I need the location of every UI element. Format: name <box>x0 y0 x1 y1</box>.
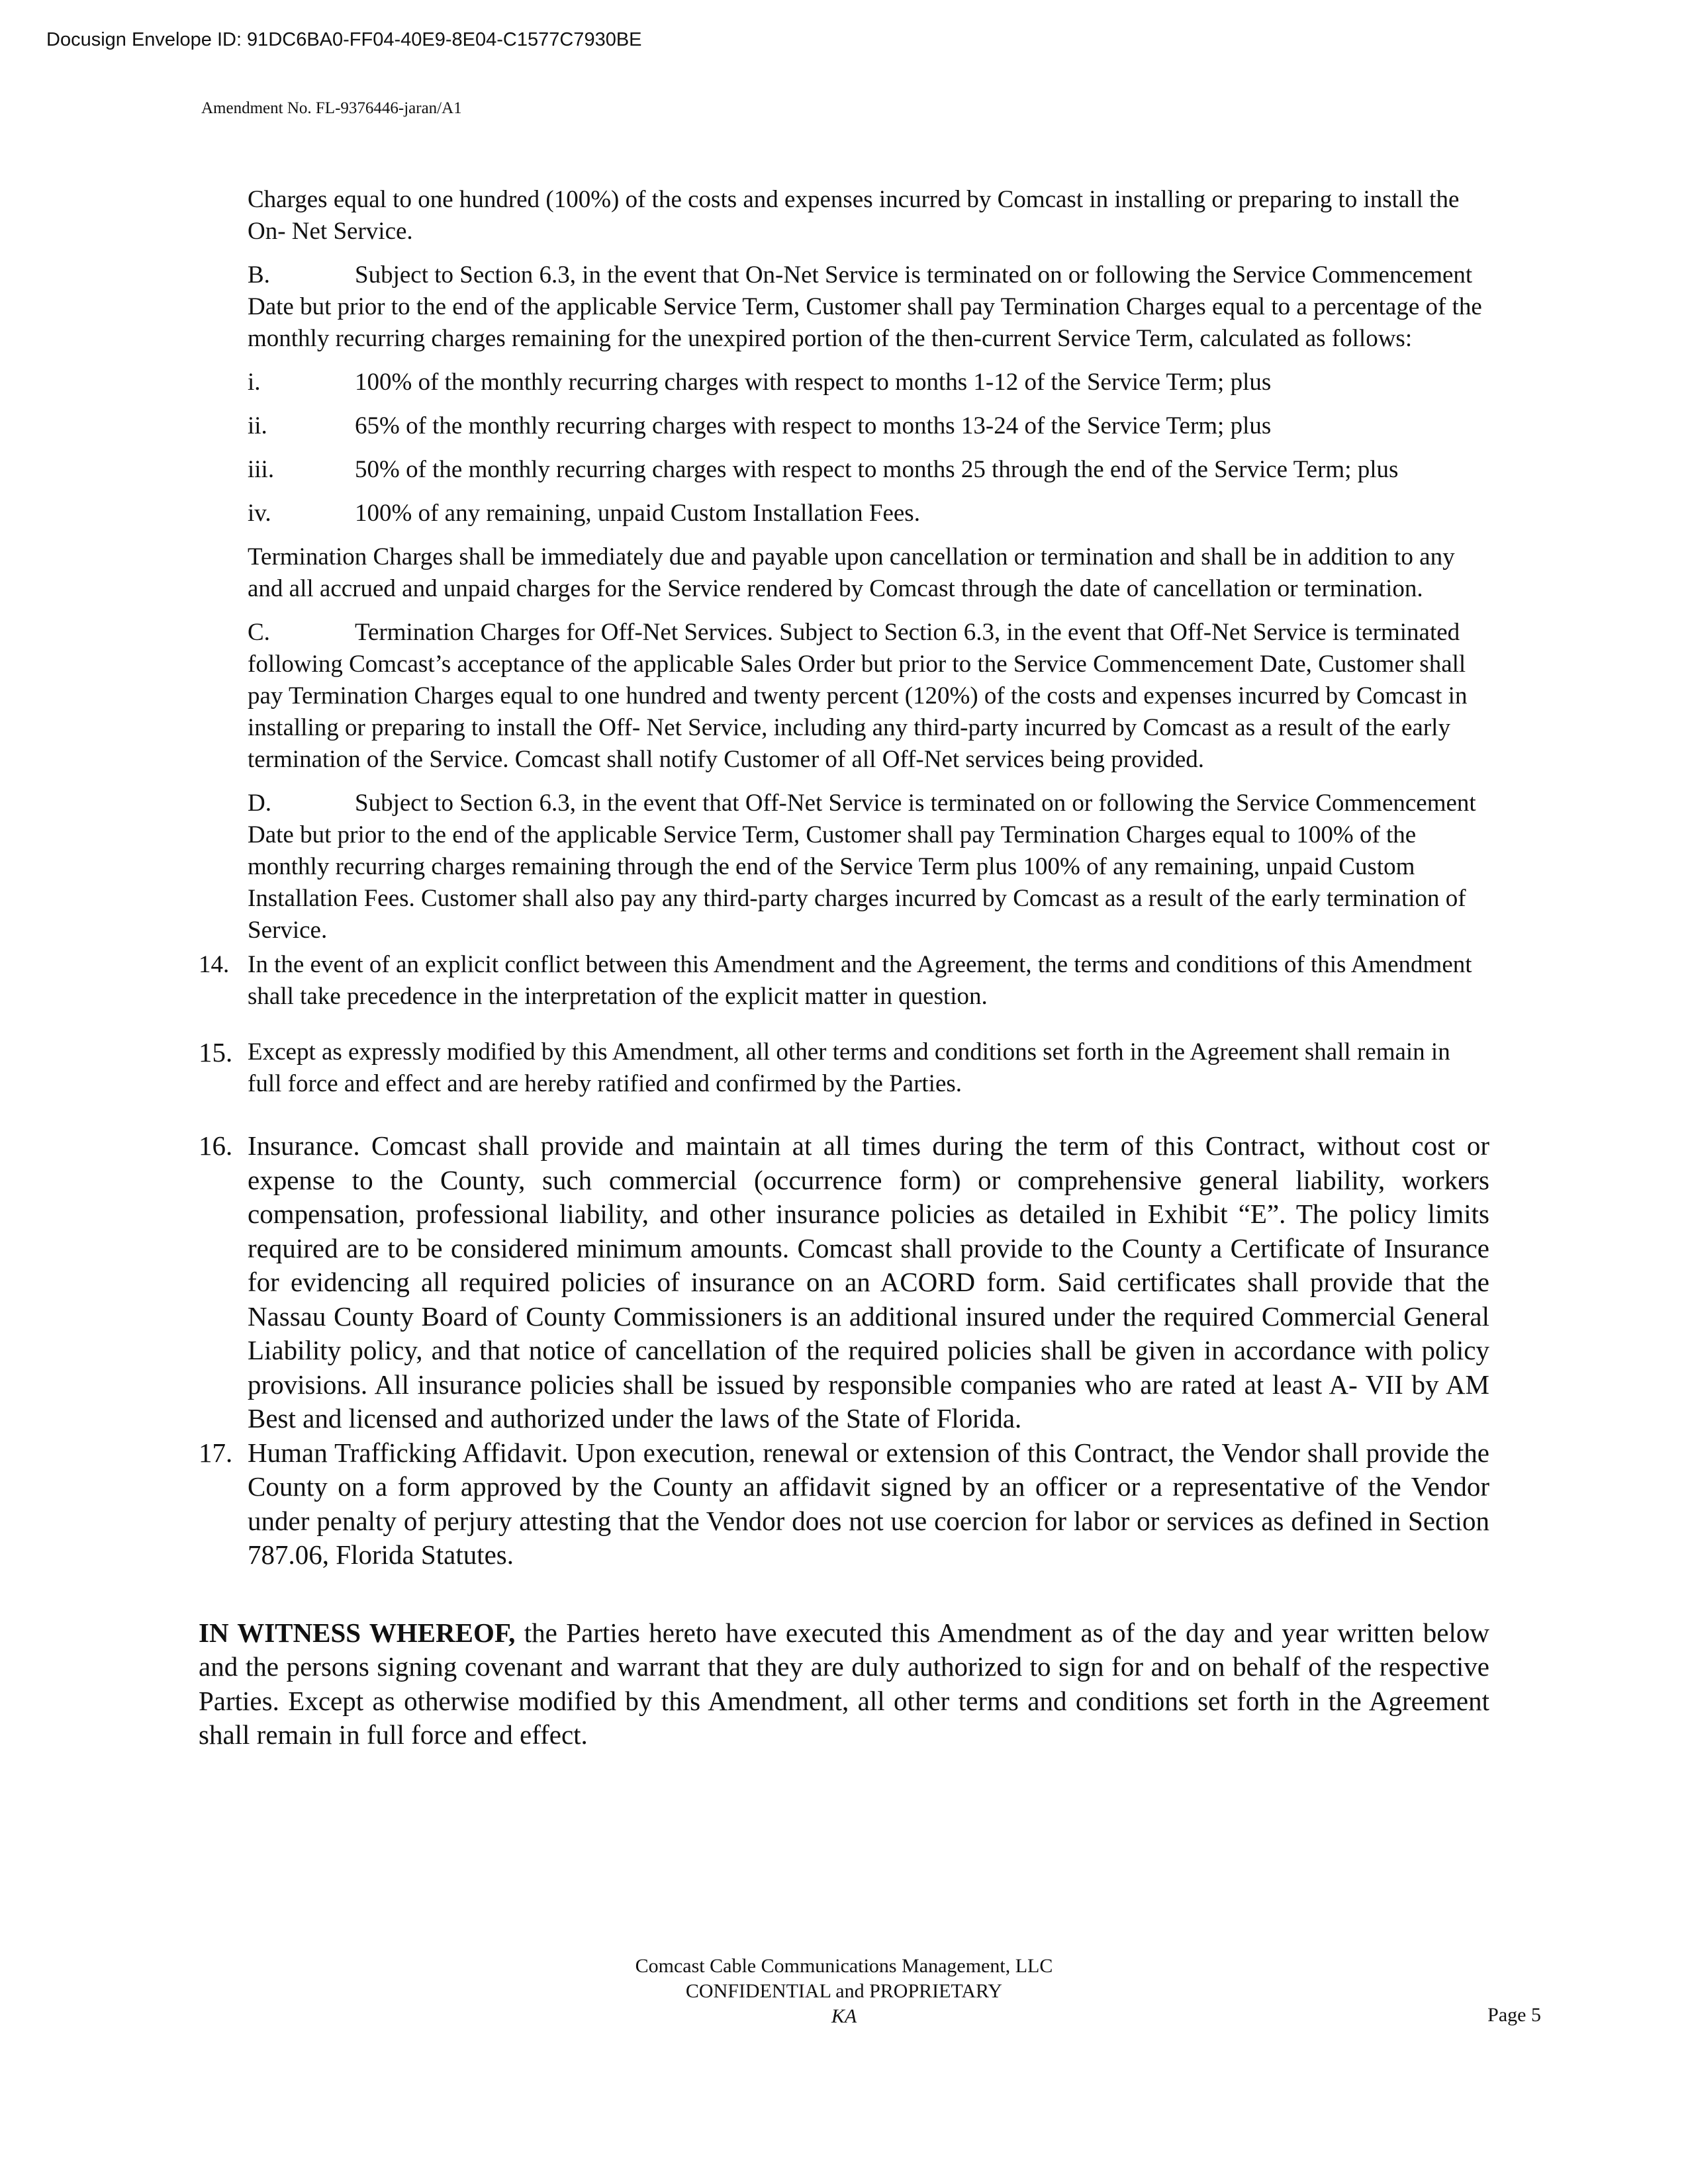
roman-item-text: 100% of any remaining, unpaid Custom Installation Fees. <box>355 500 920 527</box>
item-text: In the event of an explicit conflict between this Amendment and the Agreement, the terms and conditions of this Amendment shall take precedence in the interpretation of the explicit matter in question. <box>248 951 1472 1010</box>
roman-item-i <box>248 367 1489 398</box>
document-body <box>199 184 1489 1752</box>
termination-note: Termination Charges shall be immediately due and payable upon cancellation or termination and shall be in addition to any and all accrued and unpaid charges for the Service rendered by Comcast through the date of cancellation or termination. <box>248 543 1455 602</box>
item-16 <box>199 1129 1489 1436</box>
para-c-label: C. <box>248 619 270 646</box>
item-number: 15. <box>199 1037 233 1068</box>
roman-item-label: ii. <box>248 412 267 439</box>
item-text: Human Trafficking Affidavit. Upon execution, renewal or extension of this Contract, the Vendor shall provide the County on a form approved by the County an affidavit signed by an officer or a representative of the Vendor under penalty of perjury attesting that the Vendor does not use coercion for labor or services as defined in Section 787.06, Florida Statutes. <box>248 1437 1489 1570</box>
para-d <box>248 788 1489 946</box>
para-b <box>248 259 1489 355</box>
roman-item-text: 65% of the monthly recurring charges with respect to months 13-24 of the Service Term; plus <box>355 412 1272 439</box>
para-b-text: Subject to Section 6.3, in the event that On-Net Service is terminated on or following the Service Commencement Date but prior to the end of the applicable Service Term, Customer shall pay Termination Charges equal to a percentage of the monthly recurring charges remaining for the unexpired portion of the then-current Service Term, calculated as follows: <box>248 261 1482 352</box>
roman-item-label: i. <box>248 369 261 396</box>
roman-item-label: iii. <box>248 456 275 483</box>
roman-item-text: 100% of the monthly recurring charges with respect to months 1-12 of the Service Term; plus <box>355 369 1272 396</box>
item-number: 14. <box>199 951 230 978</box>
item-14 <box>199 949 1489 1013</box>
page-number: Page 5 <box>1487 2004 1541 2026</box>
para-c-text: Termination Charges for Off-Net Services. Subject to Section 6.3, in the event that Off-Net Service is terminated following Comcast’s acceptance of the applicable Sales Order but prior to the Service Commencement Date, Customer shall pay Termination Charges equal to one hundred and twenty percent (120%) of the costs and expenses incurred by Comcast in installing or preparing to install the Off- Net Service, including any third-party incurred by Comcast as a result of the early termination of the Service. Comcast shall notify Customer of all Off-Net services being provided. <box>248 619 1468 773</box>
item-text: Except as expressly modified by this Amendment, all other terms and conditions set forth in the Agreement shall remain in full force and effect and are hereby ratified and confirmed by the Parties. <box>248 1038 1450 1097</box>
roman-item-text: 50% of the monthly recurring charges with respect to months 25 through the end of the Service Term; plus <box>355 456 1399 483</box>
footer-company: Comcast Cable Communications Management, LLC <box>635 1955 1053 1977</box>
item-number: 17. <box>199 1437 233 1468</box>
para-b-label: B. <box>248 261 270 289</box>
roman-item-label: iv. <box>248 500 271 527</box>
item-text: Insurance. Comcast shall provide and maintain at all times during the term of this Contract, without cost or expense to the County, such commercial (occurrence form) or comprehensive general liability, workers compensation, professional liability, and other insurance policies as detailed in Exhibit “E”. The policy limits required are to be considered minimum amounts. Comcast shall provide to the County a Certificate of Insurance for evidencing all required policies of insurance on an ACORD form. Said certificates shall provide that the Nassau County Board of County Commissioners is an additional insured under the required Commercial General Liability policy, and that notice of cancellation of the required policies shall be given in accordance with policy provisions. All insurance policies shall be issued by responsible companies who are rated at least A- VII by AM Best and licensed and authorized under the laws of the State of Florida. <box>248 1130 1489 1433</box>
roman-item-iv <box>248 498 1489 529</box>
footer-confidential: CONFIDENTIAL and PROPRIETARY <box>685 1980 1003 2002</box>
para-a-continuation: Charges equal to one hundred (100%) of the costs and expenses incurred by Comcast in installing or preparing to install the On- Net Service. <box>248 186 1460 245</box>
item-number: 16. <box>199 1130 233 1161</box>
para-c <box>248 617 1489 776</box>
signer-initials: KA <box>831 2005 857 2027</box>
roman-item-iii <box>248 454 1489 486</box>
roman-item-ii <box>248 410 1489 442</box>
amendment-number: Amendment No. FL-9376446-jaran/A1 <box>201 99 462 117</box>
item-17 <box>199 1436 1489 1572</box>
para-d-label: D. <box>248 790 271 817</box>
docusign-envelope-id: Docusign Envelope ID: 91DC6BA0-FF04-40E9-8E04-C1577C7930BE <box>46 29 642 50</box>
witness-clause <box>199 1616 1489 1752</box>
witness-heading: IN WITNESS WHEREOF, <box>199 1617 516 1648</box>
page-footer <box>0 1954 1688 2029</box>
para-d-text: Subject to Section 6.3, in the event that Off-Net Service is terminated on or following the Service Commencement Date but prior to the end of the applicable Service Term, Customer shall pay Termination Charges equal to 100% of the monthly recurring charges remaining through the end of the Service Term plus 100% of any remaining, unpaid Custom Installation Fees. Customer shall also pay any third-party charges incurred by Comcast as a result of the early termination of Service. <box>248 790 1476 944</box>
item-15 <box>199 1036 1489 1100</box>
witness-text: the Parties hereto have executed this Amendment as of the day and year written below and the persons signing covenant and warrant that they are duly authorized to sign for and on behalf of the respective Parties. Except as otherwise modified by this Amendment, all other terms and conditions set forth in the Agreement shall remain in full force and effect. <box>199 1617 1489 1750</box>
